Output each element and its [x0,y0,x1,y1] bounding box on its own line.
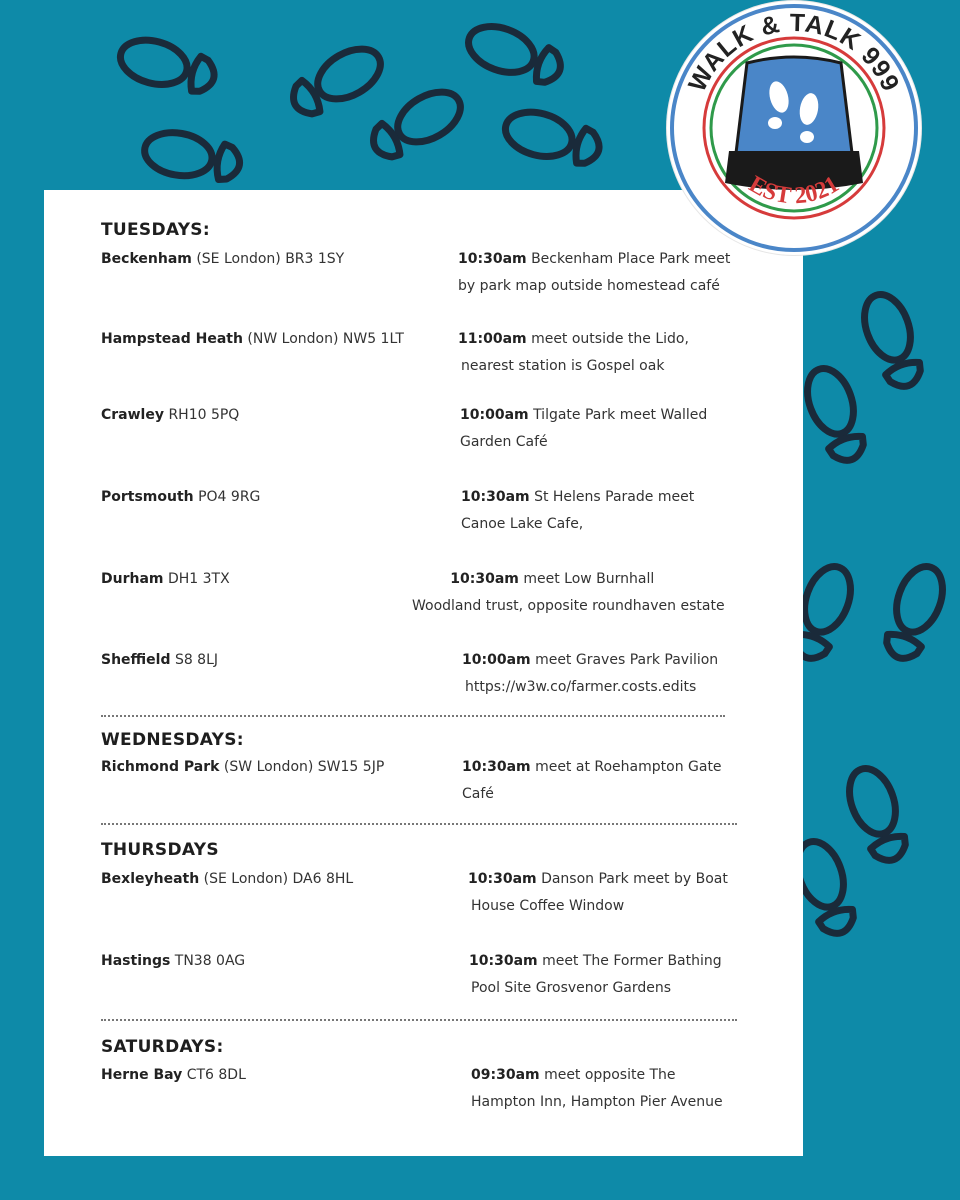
details-richmond-park: 10:30am meet at Roehampton Gate Café [462,759,722,802]
footprint-icon [841,762,913,867]
footprint-icon [141,128,243,186]
details-durham: 10:30am meet Low Burnhall Woodland trust, opposite roundhaven estate [412,571,725,614]
footprint-icon [115,33,219,98]
footprint-icon [285,39,389,123]
details-crawley: 10:00am Tilgate Park meet Walled Garden Café [460,407,708,450]
footprint-icon [879,560,951,665]
footprint-icon [500,105,604,170]
footprint-icon [799,362,871,467]
footprint-icon [856,288,928,393]
location-beckenham: Beckenham (SE London) BR3 1SY [101,251,345,267]
location-herne-bay: Herne Bay CT6 8DL [101,1067,246,1083]
details-portsmouth: 10:30am St Helens Parade meet Canoe Lake Cafe, [461,489,695,532]
location-bexleyheath: Bexleyheath (SE London) DA6 8HL [101,871,354,887]
day-heading-wednesdays: WEDNESDAYS: [101,730,244,750]
dotted-divider [101,715,725,717]
location-portsmouth: Portsmouth PO4 9RG [101,489,261,505]
badge-title: WALK & TALK 999 [683,8,905,97]
day-heading-thursdays: THURSDAYS [101,840,219,860]
dotted-divider [101,823,737,825]
footprint-icon [462,18,567,90]
details-herne-bay: 09:30am meet opposite The Hampton Inn, Hampton Pier Avenue [471,1067,723,1110]
details-hampstead-heath: 11:00am meet outside the Lido, nearest station is Gospel oak [458,331,689,374]
day-heading-saturdays: SATURDAYS: [101,1037,224,1057]
location-richmond-park: Richmond Park (SW London) SW15 5JP [101,759,385,775]
walk-and-talk-logo [667,1,921,255]
boot-prints-on-blue-light-icon [725,57,863,190]
badge-est: EST 2021 [744,171,844,210]
details-bexleyheath: 10:30am Danson Park meet by Boat House Coffee Window [468,871,728,914]
footprint-icon [365,82,469,166]
details-sheffield: 10:00am meet Graves Park Pavilion https://w3w.co/farmer.costs.edits [462,652,719,695]
location-hampstead-heath: Hampstead Heath (NW London) NW5 1LT [101,331,404,347]
day-heading-tuesdays: TUESDAYS: [101,220,210,240]
location-durham: Durham DH1 3TX [101,571,230,587]
dotted-divider [101,1019,737,1021]
schedule-sheet [44,190,803,1156]
details-hastings: 10:30am meet The Former Bathing Pool Site Grosvenor Gardens [469,953,722,996]
location-crawley: Crawley RH10 5PQ [101,407,240,423]
location-sheffield: Sheffield S8 8LJ [101,652,219,668]
location-hastings: Hastings TN38 0AG [101,953,246,969]
details-beckenham: 10:30am Beckenham Place Park meet by park map outside homestead café [458,251,731,294]
